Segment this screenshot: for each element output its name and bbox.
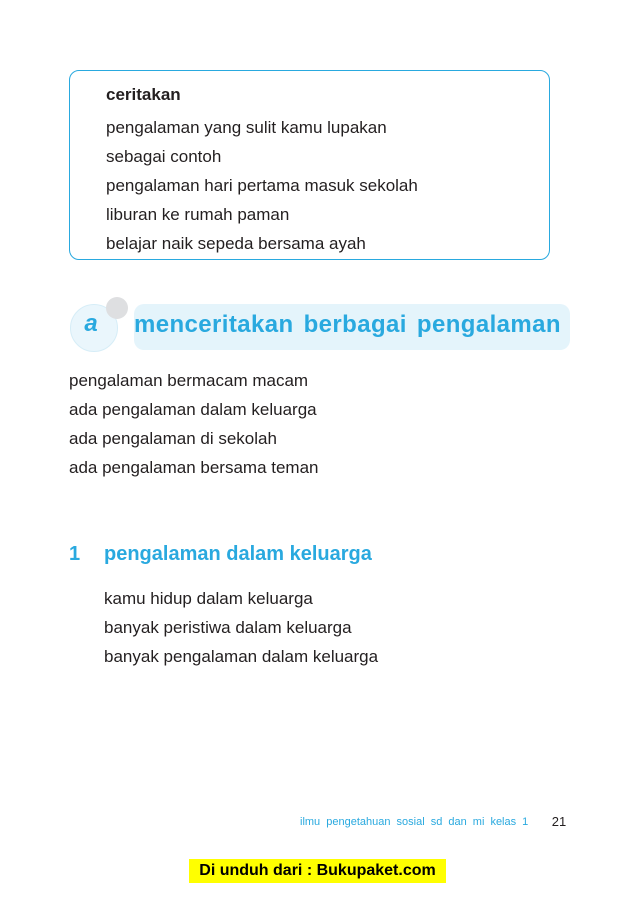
section-title: menceritakan berbagai pengalaman xyxy=(134,311,561,338)
intro-line: ada pengalaman dalam keluarga xyxy=(69,400,317,419)
intro-paragraph xyxy=(69,366,319,482)
intro-line: pengalaman bermacam macam xyxy=(69,371,309,390)
intro-line: ada pengalaman bersama teman xyxy=(69,458,319,477)
subsection-line: banyak peristiwa dalam keluarga xyxy=(104,618,352,637)
subsection-line: kamu hidup dalam keluarga xyxy=(104,589,313,608)
box-list-item: pengalaman yang sulit kamu lupakan xyxy=(106,118,387,137)
subsection-number: 1 xyxy=(69,543,81,565)
box-title: ceritakan xyxy=(106,85,181,104)
subsection-line: banyak pengalaman dalam keluarga xyxy=(104,647,379,666)
download-source-banner: Di unduh dari : Bukupaket.com xyxy=(189,859,446,883)
box-list xyxy=(106,113,418,258)
box-list-item: sebagai contoh xyxy=(106,147,222,166)
instruction-box xyxy=(69,70,550,260)
subsection-list xyxy=(104,584,378,671)
page-number: 21 xyxy=(551,814,567,829)
section-badge-dot xyxy=(106,297,128,319)
section-letter: a xyxy=(84,310,98,337)
subsection-title: pengalaman dalam keluarga xyxy=(104,543,372,565)
box-list-item: belajar naik sepeda bersama ayah xyxy=(106,234,366,253)
box-list-item: liburan ke rumah paman xyxy=(106,205,290,224)
box-list-item: pengalaman hari pertama masuk sekolah xyxy=(106,176,418,195)
footer-book-title: ilmu pengetahuan sosial sd dan mi kelas 1 xyxy=(300,816,529,828)
intro-line: ada pengalaman di sekolah xyxy=(69,429,277,448)
